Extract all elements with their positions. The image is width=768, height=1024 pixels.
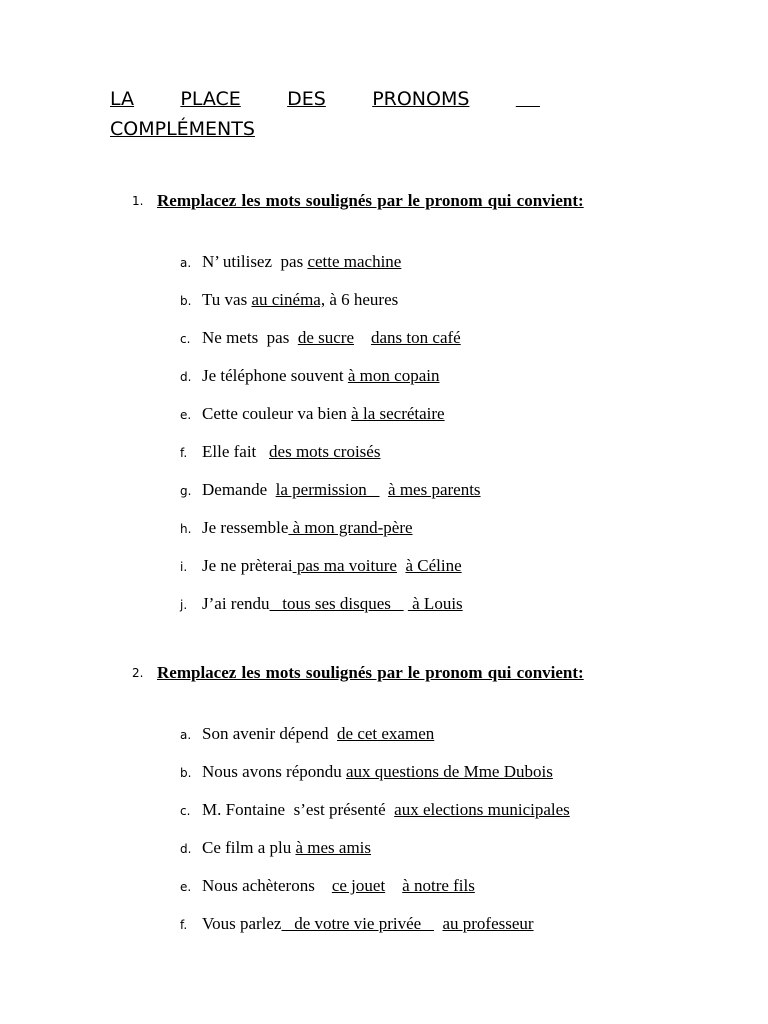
item-sentence (202, 442, 380, 462)
list-item (0, 800, 768, 824)
underlined-phrase: cette machine (307, 252, 402, 271)
exercise-number: 2. (132, 666, 144, 680)
underlined-phrase: au professeur (442, 914, 534, 933)
list-item (0, 556, 768, 580)
item-sentence (202, 404, 445, 424)
sentence-fragment: Je ressemble (202, 518, 289, 537)
title-word: PRONOMS (372, 88, 470, 110)
underlined-phrase: aux elections municipales (394, 800, 570, 819)
underlined-phrase: à mes parents (388, 480, 481, 499)
underlined-phrase: à mon copain (347, 366, 440, 385)
item-letter: i. (180, 560, 188, 574)
underlined-phrase: pas ma voiture (292, 556, 397, 575)
item-letter: d. (180, 842, 192, 856)
sentence-fragment (380, 480, 389, 499)
item-sentence (202, 290, 398, 310)
list-item (0, 594, 768, 618)
item-sentence (202, 518, 413, 538)
list-item (0, 914, 768, 938)
underlined-phrase: ce jouet (331, 876, 386, 895)
exercise-number: 1. (132, 194, 144, 208)
underlined-phrase: des mots croisés (269, 442, 381, 461)
underlined-phrase: à notre fils (402, 876, 475, 895)
sentence-fragment: N’ utilisez pas (202, 252, 308, 271)
item-letter: c. (180, 804, 191, 818)
item-letter: a. (180, 728, 192, 742)
list-item (0, 480, 768, 504)
list-item (0, 876, 768, 900)
underlined-phrase: dans ton café (371, 328, 461, 347)
sentence-fragment: Elle fait (202, 442, 270, 461)
underlined-phrase: au cinéma, (251, 290, 326, 309)
sentence-fragment: M. Fontaine s’est présenté (202, 800, 395, 819)
sentence-fragment: Vous parlez (202, 914, 282, 933)
title-word: PLACE (180, 88, 241, 110)
list-item (0, 518, 768, 542)
exercise-instruction: Remplacez les mots soulignés par le pronom qui convient: (157, 191, 584, 210)
item-sentence (202, 366, 439, 386)
list-item (0, 838, 768, 862)
title-word (516, 84, 540, 114)
sentence-fragment: Cette couleur va bien (202, 404, 352, 423)
item-letter: e. (180, 408, 192, 422)
item-sentence (202, 762, 553, 782)
item-letter: b. (180, 294, 192, 308)
item-letter: j. (180, 598, 188, 612)
list-item (0, 442, 768, 466)
item-letter: f. (180, 446, 188, 460)
sentence-fragment: Nous achèterons (202, 876, 332, 895)
document-title (110, 84, 540, 144)
underlined-phrase: à mes amis (295, 838, 372, 857)
sentence-fragment (354, 328, 371, 347)
sentence-fragment: Nous avons répondu (202, 762, 347, 781)
title-word: LA (110, 88, 135, 110)
item-sentence (202, 328, 461, 348)
list-item (0, 252, 768, 276)
item-sentence (202, 252, 401, 272)
underlined-phrase: à Céline (405, 556, 462, 575)
underlined-phrase: à la secrétaire (351, 404, 445, 423)
sentence-fragment: Je téléphone souvent (202, 366, 348, 385)
list-item (0, 328, 768, 352)
underlined-phrase: de cet examen (337, 724, 435, 743)
item-letter: c. (180, 332, 191, 346)
list-item (0, 724, 768, 748)
list-item (0, 290, 768, 314)
exercise-instruction: Remplacez les mots soulignés par le pronom qui convient: (157, 663, 584, 682)
item-letter: h. (180, 522, 192, 536)
sentence-fragment (385, 876, 402, 895)
item-sentence (202, 594, 463, 614)
item-letter: f. (180, 918, 188, 932)
underlined-phrase: aux questions de Mme Dubois (346, 762, 553, 781)
item-sentence (202, 914, 534, 934)
sentence-fragment: Ne mets pas (202, 328, 298, 347)
item-sentence (202, 556, 462, 576)
list-item (0, 404, 768, 428)
item-letter: e. (180, 880, 192, 894)
underlined-phrase: de sucre (297, 328, 355, 347)
sentence-fragment: à 6 heures (325, 290, 399, 309)
item-letter: b. (180, 766, 192, 780)
underlined-phrase: à Louis (407, 594, 463, 613)
sentence-fragment: Son avenir dépend (202, 724, 338, 743)
underlined-phrase: la permission (275, 480, 380, 499)
title-line-1 (110, 84, 540, 114)
item-letter: d. (180, 370, 192, 384)
sentence-fragment: Tu vas (202, 290, 252, 309)
sentence-fragment: J’ai rendu (202, 594, 270, 613)
underlined-phrase: à mon grand-père (288, 518, 413, 537)
item-letter: g. (180, 484, 192, 498)
item-sentence (202, 838, 371, 858)
item-sentence (202, 724, 434, 744)
item-sentence (202, 876, 475, 896)
list-item (0, 762, 768, 786)
item-sentence (202, 800, 570, 820)
item-sentence (202, 480, 481, 500)
sentence-fragment: Je ne prèterai (202, 556, 293, 575)
underlined-phrase: tous ses disques (269, 594, 404, 613)
title-word: DES (287, 88, 326, 110)
item-letter: a. (180, 256, 192, 270)
sentence-fragment: Ce film a plu (202, 838, 296, 857)
underlined-phrase: de votre vie privée (281, 914, 434, 933)
sentence-fragment: Demande (202, 480, 276, 499)
title-line-2: COMPLÉMENTS (110, 118, 255, 140)
list-item (0, 366, 768, 390)
